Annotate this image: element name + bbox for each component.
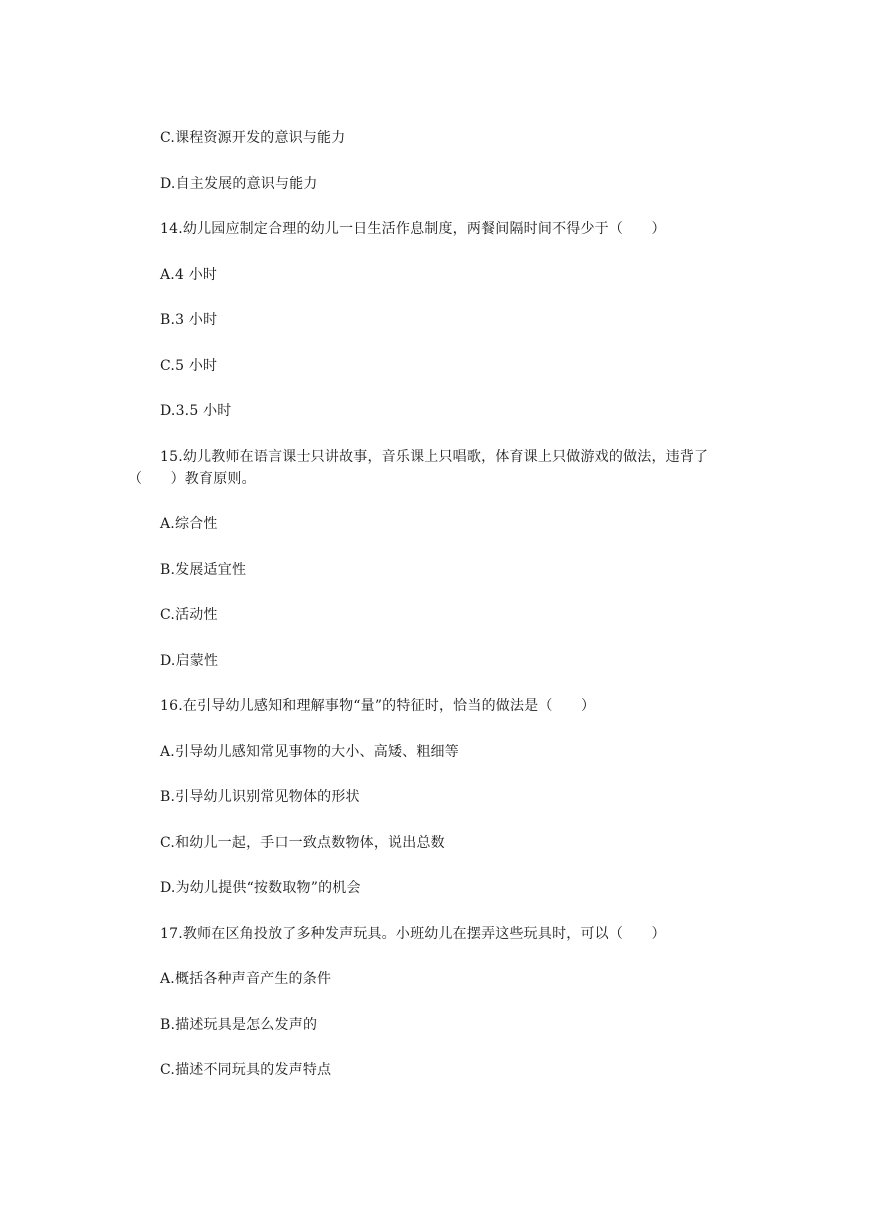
- option-15b: B.发展适宜性: [160, 562, 247, 578]
- option-14d: D.3.5 小时: [160, 403, 232, 419]
- option-13c: C.课程资源开发的意识与能力: [160, 130, 346, 146]
- question-14: 14.幼儿园应制定合理的幼儿一日生活作息制度，两餐间隔时间不得少于（ ）: [160, 221, 666, 237]
- option-17a: A.概括各种声音产生的条件: [160, 971, 332, 987]
- option-13d: D.自主发展的意识与能力: [160, 176, 318, 192]
- option-16d: D.为幼儿提供“按数取物”的机会: [160, 880, 361, 896]
- option-15a: A.综合性: [160, 516, 218, 532]
- option-17c: C.描述不同玩具的发声特点: [160, 1062, 332, 1078]
- option-14c: C.5 小时: [160, 358, 218, 374]
- question-15: 15.幼儿教师在语言课士只讲故事，音乐课上只唱歌，体育课上只做游戏的做法，违背了（ ）教育原则。: [128, 449, 709, 487]
- option-16c: C.和幼儿一起，手口一致点数物体，说出总数: [160, 835, 445, 851]
- option-14a: A.4 小时: [160, 267, 218, 283]
- option-16a: A.引导幼儿感知常见事物的大小、高矮、粗细等: [160, 744, 459, 760]
- option-14b: B.3 小时: [160, 312, 218, 328]
- question-16: 16.在引导幼儿感知和理解事物“量”的特征时，恰当的做法是（ ）: [160, 698, 596, 714]
- question-17: 17.教师在区角投放了多种发声玩具。小班幼儿在摆弄这些玩具时，可以（ ）: [160, 926, 666, 942]
- option-16b: B.引导幼儿识别常见物体的形状: [160, 789, 360, 805]
- option-15c: C.活动性: [160, 607, 218, 623]
- option-15d: D.启蒙性: [160, 653, 219, 669]
- option-17b: B.描述玩具是怎么发声的: [160, 1017, 318, 1033]
